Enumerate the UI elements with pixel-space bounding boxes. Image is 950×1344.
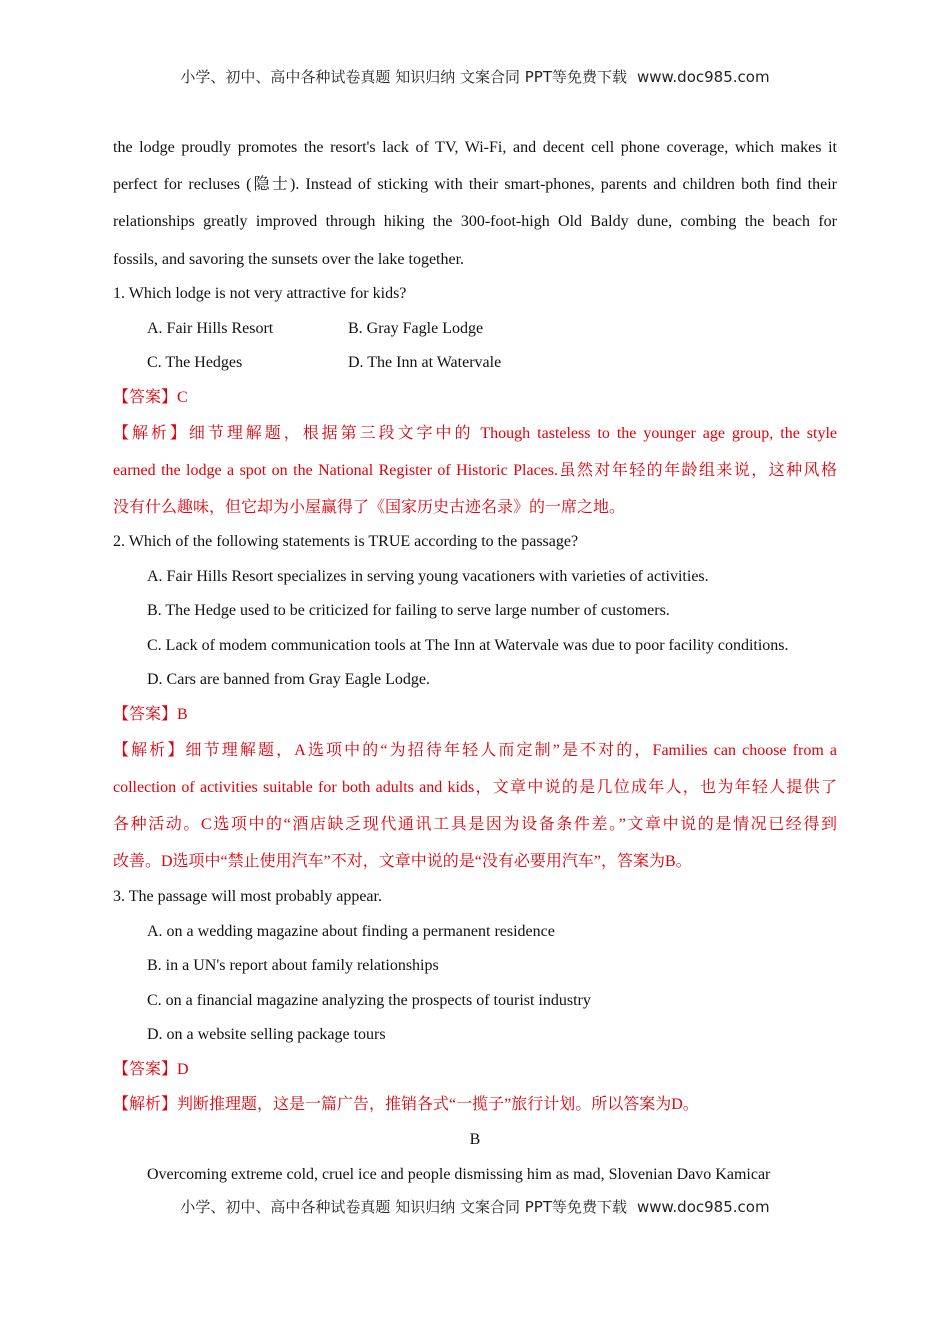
footer-text: 小学、初中、高中各种试卷真题 知识归纳 文案合同 PPT等免费下载: [180, 1198, 627, 1216]
header-text: 小学、初中、高中各种试卷真题 知识归纳 文案合同 PPT等免费下载: [180, 68, 627, 86]
question-1-stem: 1. Which lodge is not very attractive for kids?: [113, 285, 407, 302]
passage-line: perfect for recluses (隐士). Instead of sticking with their smart-phones, parents and children both find their: [113, 176, 837, 193]
q2-analysis-line: 【解析】细节理解题，A选项中的“为招待年轻人而定制”是不对的，Families can choose from a: [113, 742, 837, 759]
q2-analysis-line: 各种活动。C选项中的“酒店缺乏现代通讯工具是因为设备条件差。”文章中说的是情况已经得到: [113, 816, 837, 833]
q1-analysis-line: 【解析】细节理解题，根据第三段文字中的 Though tasteless to the younger age group, the style: [113, 425, 837, 442]
q3-analysis: 【解析】判断推理题，这是一篇广告，推销各式“一揽子”旅行计划。所以答案为D。: [113, 1096, 699, 1113]
q3-option-a: A. on a wedding magazine about finding a permanent residence: [147, 923, 555, 940]
section-heading: B: [469, 1131, 481, 1148]
passage-line: the lodge proudly promotes the resort's lack of TV, Wi-Fi, and decent cell phone coverage, which makes it: [113, 139, 837, 156]
header-url[interactable]: www.doc985.com: [636, 68, 770, 86]
q3-option-b: B. in a UN's report about family relationships: [147, 957, 439, 974]
footer-url[interactable]: www.doc985.com: [636, 1198, 770, 1216]
page-header: [0, 66, 950, 87]
q3-option-c: C. on a financial magazine analyzing the prospects of tourist industry: [147, 992, 591, 1009]
q1-analysis-line: earned the lodge a spot on the National Register of Historic Places.虽然对年轻的年龄组来说，这种风格: [113, 462, 837, 479]
question-2-stem: 2. Which of the following statements is TRUE according to the passage?: [113, 533, 579, 550]
q1-option-c: C. The Hedges: [147, 354, 243, 371]
passage-line: fossils, and savoring the sunsets over the lake together.: [113, 251, 465, 268]
q1-option-d: D. The Inn at Watervale: [348, 354, 502, 371]
q2-option-b: B. The Hedge used to be criticized for failing to serve large number of customers.: [147, 602, 670, 619]
q2-analysis-line: collection of activities suitable for both adults and kids，文章中说的是几位成年人，也为年轻人提供了: [113, 779, 837, 796]
q2-option-a: A. Fair Hills Resort specializes in serving young vacationers with varieties of activities.: [147, 568, 709, 585]
q3-option-d: D. on a website selling package tours: [147, 1026, 386, 1043]
passage-line: relationships greatly improved through hiking the 300-foot-high Old Baldy dune, combing the beach for: [113, 213, 837, 230]
section-b-first-line: Overcoming extreme cold, cruel ice and people dismissing him as mad, Slovenian Davo Kamicar: [147, 1166, 771, 1183]
page-footer: [0, 1196, 950, 1217]
q2-option-c: C. Lack of modem communication tools at The Inn at Watervale was due to poor facility conditions.: [147, 637, 789, 654]
q1-option-a: A. Fair Hills Resort: [147, 320, 274, 337]
question-3-stem: 3. The passage will most probably appear.: [113, 888, 382, 905]
q2-analysis-line: 改善。D选项中“禁止使用汽车”不对，文章中说的是“没有必要用汽车”，答案为B。: [113, 853, 692, 870]
q3-answer: 【答案】D: [113, 1061, 189, 1078]
q2-option-d: D. Cars are banned from Gray Eagle Lodge.: [147, 671, 430, 688]
q1-answer: 【答案】C: [113, 389, 188, 406]
q1-analysis-line: 没有什么趣味，但它却为小屋赢得了《国家历史古迹名录》的一席之地。: [113, 499, 626, 516]
q1-option-b: B. Gray Fagle Lodge: [348, 320, 484, 337]
q2-answer: 【答案】B: [113, 706, 188, 723]
